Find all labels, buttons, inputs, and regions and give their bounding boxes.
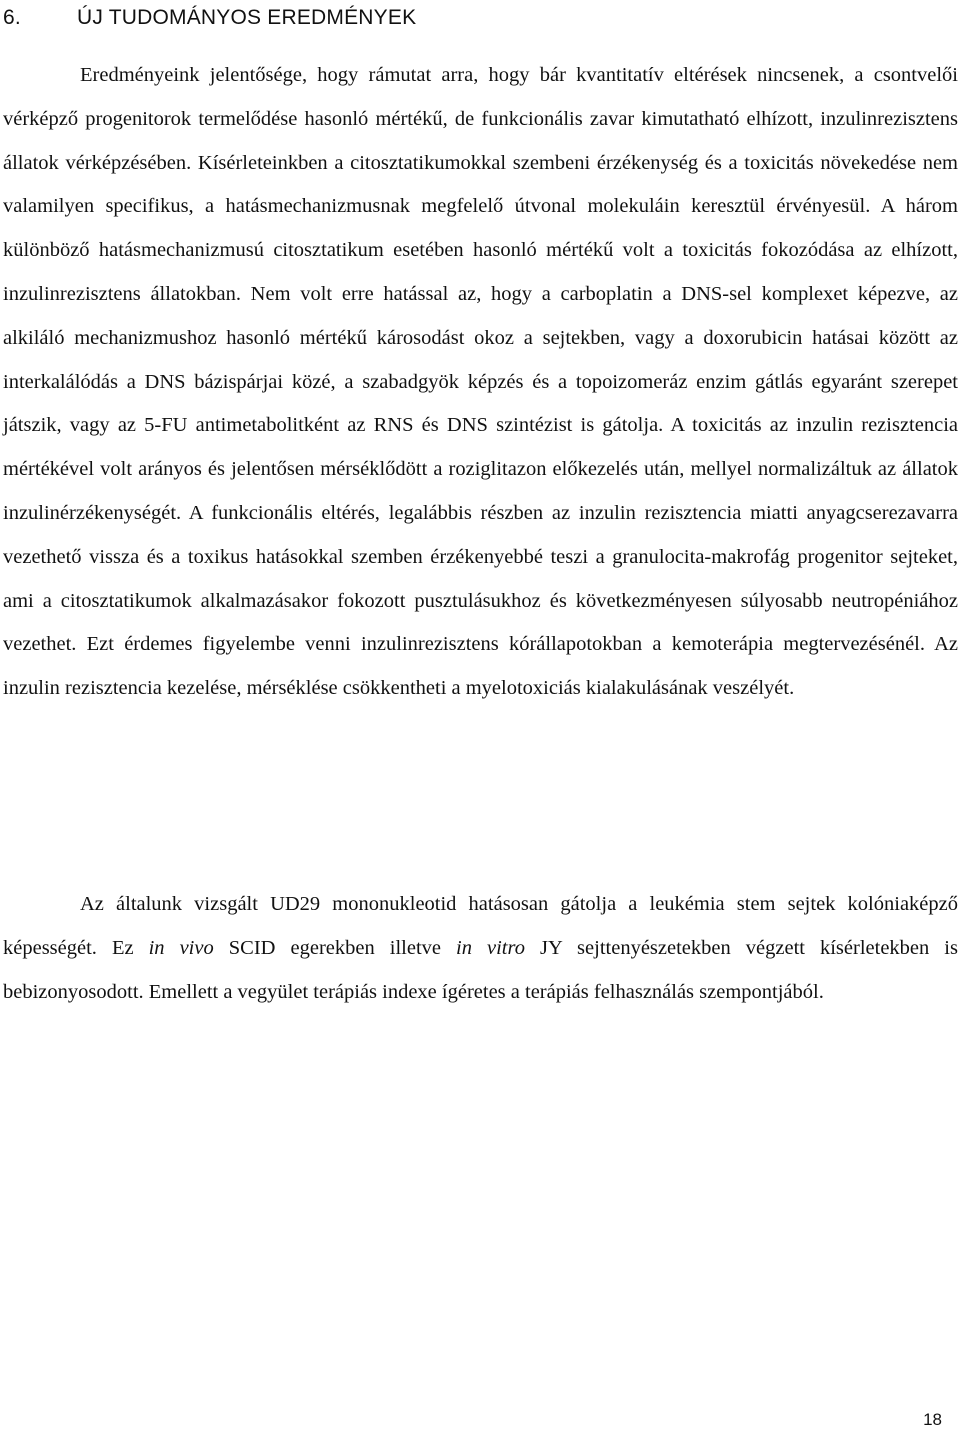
paragraph-results: Eredményeink jelentősége, hogy rámutat arra, hogy bár kvantitatív eltérések nincsenek, a csontvelői vérképző progenitorok termelődése hasonló mértékű, de funkcionális zavar kimutatható elhízott, inzulinrezisztens állatok vérképzésében. Kísérleteinkben a citosztatikumokkal szembeni érzékenység és a toxicitás növekedése nem valamilyen specifikus, a hatásmechanizmusnak megfelelő útvonal molekuláin keresztül érvényesül. A három különböző hatásmechanizmusú citosztatikum esetében hasonló mértékű volt a toxicitás fokozódása az elhízott, inzulinrezisztens állatokban. Nem volt erre hatással az, hogy a carboplatin a DNS-sel komplexet képezve, az alkiláló mechanizmushoz hasonló mértékű károsodást okoz a sejtekben, vagy a doxorubicin hatásai között az interkalálódás a DNS bázispárjai közé, a szabadgyök képzés és a topoizomeráz enzim gátlás egyaránt szerepet játszik, vagy az 5-FU antimetabolitként az RNS és DNS szintézist is gátolja. A toxicitás az inzulin rezisztencia mértékével volt arányos és jelentősen mérséklődött a roziglitazon előkezelés után, mellyel normalizáltuk az állatok inzulinérzékenységét. A funkcionális eltérés, legalábbis részben az inzulin rezisztencia miatti anyagcserezavarra vezethető vissza és a toxikus hatásokkal szemben érzékenyebbé teszi a granulocita-makrofág progenitor sejteket, ami a citosztatikumok alkalmazásakor fokozott pusztulásukhoz és következményesen súlyosabb neutropéniához vezethet. Ezt érdemes figyelembe venni inzulinrezisztens kórállapotokban a kemoterápia megtervezésénél. Az inzulin rezisztencia kezelése, mérséklése csökkentheti a myelotoxiciás kialakulásának veszélyét. bbox=[3, 64, 958, 700]
section-heading bbox=[3, 4, 416, 32]
paragraph-text-part: SCID egerekben illetve bbox=[213, 936, 457, 959]
section-title: ÚJ TUDOMÁNYOS EREDMÉNYEK bbox=[77, 6, 417, 29]
section-number: 6. bbox=[3, 6, 21, 29]
page-number: 18 bbox=[923, 1410, 942, 1429]
italic-term: in vivo bbox=[148, 936, 214, 959]
paragraph-text-part: Az általunk vizsgált UD29 mononukleotid hatásosan gátolja a leukémia stem sejtek kolóniaképző képességét. Ez bbox=[3, 893, 958, 959]
italic-term: in vitro bbox=[456, 936, 525, 959]
paragraph-ud29 bbox=[3, 883, 958, 1014]
paragraph-text-part: JY sejttenyészetekben végzett kísérletekben is bebizonyosodott. Emellett a vegyület terápiás indexe ígéretes a terápiás felhasználás szempontjából. bbox=[3, 936, 958, 1003]
